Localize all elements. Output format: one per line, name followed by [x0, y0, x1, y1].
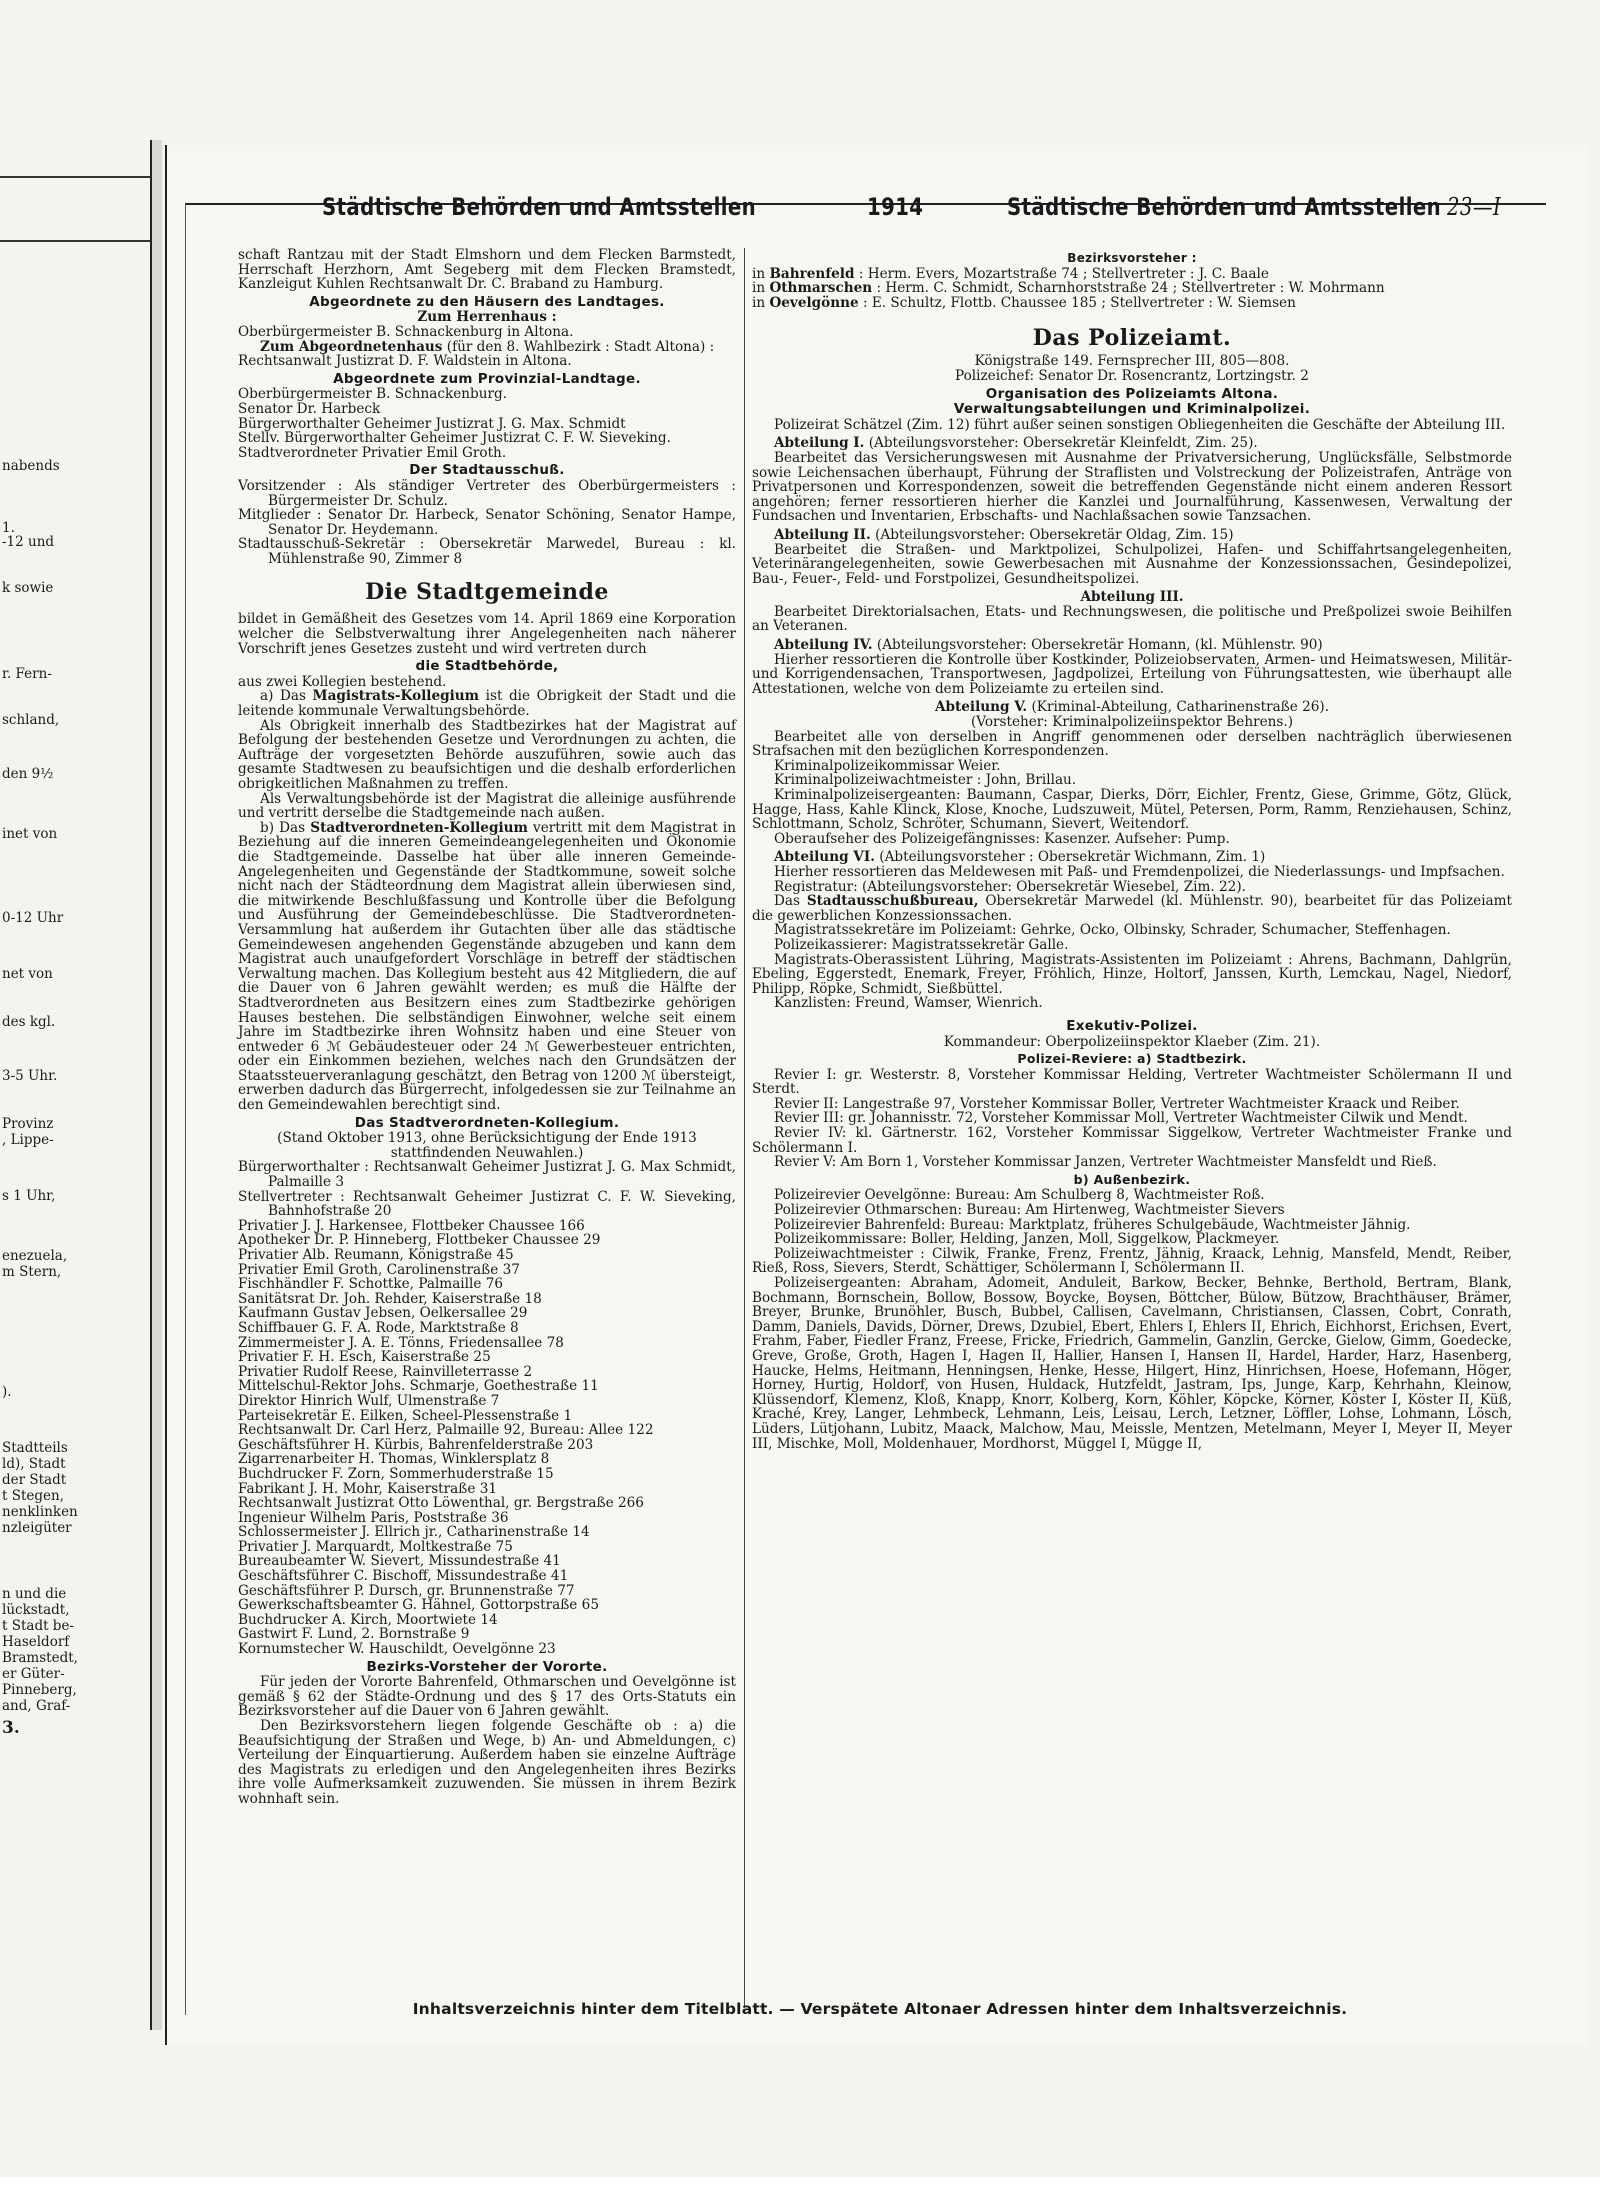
- list-item: Stellv. Bürgerworthalter Geheimer Justizrat C. F. W. Sieveking.: [238, 430, 671, 447]
- intro-text: schaft Rantzau mit der Stadt Elmshorn und dem Flecken Barmstedt, Herrschaft Herzhorn, Amt Segeberg mit dem Flecken Bramstedt, Kanzleigut Kuhlen Rechtsanwalt Dr. C. Braband zu Hamburg.: [238, 247, 736, 293]
- svk-officer: Bürgerworthalter : Rechtsanwalt Geheimer Justizrat J. G. Max Schmidt, Palmaille 3: [238, 1159, 736, 1191]
- list-item: Schiffbauer G. F. A. Rode, Marktstraße 8: [238, 1319, 519, 1336]
- provinzial-list: [238, 387, 736, 460]
- abgeordnetenhaus-member: Rechtsanwalt Justizrat D. F. Waldstein in Altona.: [238, 353, 572, 370]
- revier-entry: Revier I: gr. Westerstr. 8, Vorsteher Kommissar Helding, Vertreter Wachtmeister Schölermann II und Sterdt.: [752, 1066, 1512, 1098]
- abteilung-head: (Abteilungsvorsteher: Obersekretär Oldag, Zim. 15): [875, 526, 1234, 543]
- stadtgemeinde-heading: Die Stadtgemeinde: [365, 579, 609, 606]
- stadtausschussbureau: [752, 894, 1512, 923]
- abteilung-label: Abteilung V.: [934, 699, 1028, 716]
- revier-entry: Revier II: Langestraße 97, Vorsteher Kommissar Boller, Vertreter Wachtmeister Kraack und Reiber.: [774, 1095, 1460, 1112]
- aussen-entry: Polizeirevier Oevelgönne: Bureau: Am Schulberg 8, Wachtmeister Roß.: [774, 1187, 1265, 1204]
- prev-line: des kgl.: [2, 1014, 56, 1030]
- exekutiv-heading: Exekutiv-Polizei.: [1066, 1017, 1198, 1034]
- prev-line: , Lippe-: [2, 1132, 54, 1148]
- abteilung-6-head: [752, 850, 1512, 865]
- aussen-entry: Polizeisergeanten: Abraham, Adomeit, Anduleit, Barkow, Becker, Behnke, Berthold, Bertram, Blank, Bochmann, Bornschein, Bollow, Bossow, Boycke, Boysen, Böttcher, Bülow, Bützow, Brachthäuser, Brämer, Breyer, Brunke, Brunöhler, Busch, Bubbel, Callisen, Cavelmann, Christiansen, Classen, Cobrt, Conrath, Damm, Daniels, Davids, Dörner, Drews, Dzubiel, Ebert, Ehlers I, Ehlers II, Ehrich, Eichhorst, Erichsen, Evert, Frahm, Faber, Fiedler Franz, Freese, Fricke, Friedrich, Gammelin, Ganzlin, Gercke, Gielow, Gimm, Goedecke, Greve, Große, Groth, Hagen I, Hagen II, Hallier, Hansen I, Hansen II, Hardel, Harder, Harz, Hasenberg, Haucke, Helms, Heitmann, Henningsen, Henke, Hesse, Hilgert, Hinz, Hinrichsen, Hoese, Hofemann, Höger, Horney, Hurtig, Holdorf, von Husen, Huldack, Hutzfeldt, Jastram, Ips, Junge, Karp, Kehrhahn, Kleinow, Klüssendorf, Klemenz, Kloß, Knapp, Knorr, Kolberg, Korn, Köhler, Köpcke, Körner, Köster I, Köster II, Küß, Kraché, Krey, Langer, Lehmbeck, Lehmann, Leis, Leisau, Lerch, Letzner, Löffler, Lohse, Lohmann, Lösch, Lüders, Lütjohann, Lubitz, Maack, Malchow, Mau, Meissle, Mentzen, Metelmann, Meyer I, Meyer II, Meyer III, Mischke, Moll, Moldenhauer, Mordhorst, Müggel I, Mügge II,: [752, 1275, 1512, 1452]
- prev-line: Stadtteils: [2, 1440, 68, 1456]
- running-header: [187, 193, 1547, 233]
- prev-line: n und die: [2, 1586, 67, 1602]
- list-item: Sanitätsrat Dr. Joh. Rehder, Kaiserstraße 18: [238, 1290, 542, 1307]
- list-item: Oberaufseher des Polizeigefängnisses: Kasenzer. Aufseher: Pump.: [774, 830, 1230, 847]
- provinzial-heading: Abgeordnete zum Provinzial-Landtage.: [333, 370, 641, 387]
- prev-line: m Stern,: [2, 1264, 62, 1280]
- list-item: Geschäftsführer C. Bischoff, Missundestraße 41: [238, 1568, 569, 1585]
- abteilung-5-head: [752, 700, 1512, 715]
- abteilung-label: Abteilung VI.: [774, 849, 875, 866]
- bezirksvorsteher-list-heading: Bezirksvorsteher :: [1067, 251, 1197, 265]
- abteilung-5-text: Bearbeitet alle von derselben in Angriff genommenen oder derselben nachträglich überwiesenen Strafsachen mit den bezüglichen Korrespondenzen.: [752, 728, 1512, 760]
- sab-prefix: Das: [774, 893, 800, 910]
- list-item: Privatier Emil Groth, Carolinenstraße 37: [238, 1261, 520, 1278]
- bezirksvorsteher-paragraph-2: Den Bezirksvorstehern liegen folgende Geschäfte ob : a) die Beaufsichtigung der Straßen und Wege, b) An- und Abmeldungen, c) Verteilung der Einquartierung. Außerdem haben sie einzelne Aufträge des Magistrats zu erledigen und den Angelegenheiten ihres Bezirks ihre volle Aufmerksamkeit zuzuwenden. Sie müssen in ihrem Bezirk wohnhaft sein.: [238, 1718, 736, 1807]
- prev-line: schland,: [2, 712, 60, 728]
- list-item: Zimmermeister J. A. E. Tönns, Friedensallee 78: [238, 1334, 564, 1351]
- list-item: Vorsitzender : Als ständiger Vertreter des Oberbürgermeisters : Bürgermeister Dr. Schulz.: [238, 477, 736, 509]
- prev-line: Provinz: [2, 1116, 54, 1132]
- column-divider: [744, 248, 745, 2008]
- stadtgemeinde-text: bildet in Gemäßheit des Gesetzes vom 14. April 1869 eine Korporation welcher die Selbstverwaltung ihrer Angelegenheiten nach näherer Vorschrift jenes Gesetzes zusteht und wird vertreten durch: [238, 611, 736, 657]
- svk-officer: Stellvertreter : Rechtsanwalt Geheimer Justizrat C. F. W. Sieveking, Bahnhofstraße 20: [238, 1188, 736, 1220]
- herrenhaus-member: Oberbürgermeister B. Schnackenburg in Altona.: [238, 323, 574, 340]
- list-item: Mitglieder : Senator Dr. Harbeck, Senator Schöning, Senator Hampe, Senator Dr. Heydemann.: [238, 507, 736, 538]
- prev-line: 3-5 Uhr.: [2, 1068, 58, 1084]
- magistrat-paragraph: [238, 689, 736, 718]
- polizeiamt-heading: Das Polizeiamt.: [1032, 325, 1232, 352]
- header-year: 1914: [867, 193, 924, 221]
- stadtbehoerde-intro: aus zwei Kollegien bestehend.: [238, 673, 447, 690]
- list-item: Stadtverordneter Privatier Emil Groth.: [238, 444, 507, 461]
- abteilung-6-text: Hierher ressortieren das Meldewesen mit Paß- und Fremdenpolizei, die Niederlassungs- und Impfsachen.: [774, 863, 1505, 880]
- header-right-title: Städtische Behörden und Amtsstellen: [1007, 193, 1442, 221]
- left-column: [238, 248, 736, 1807]
- list-item: Magistratssekretäre im Polizeiamt: Gehrke, Ocko, Olbinsky, Schrader, Schumacher, Steffenhagen.: [774, 922, 1451, 939]
- list-item: Zigarrenarbeiter H. Thomas, Winklersplatz 8: [238, 1451, 550, 1468]
- place-name: Bahrenfeld: [769, 265, 855, 282]
- abteilung-head: (Abteilungsvorsteher: Obersekretär Homann, (kl. Mühlenstr. 90): [876, 637, 1323, 654]
- landtag-heading: Abgeordnete zu den Häusern des Landtages.: [309, 293, 665, 310]
- sv-text: vertritt mit dem Magistrat in Beziehung auf die inneren Gemeindeangelegenheiten und Ökonomie die Stadtgemeinde. Dasselbe hat über alle inneren Gemeinde-Angelegenheiten und Gegenstände der Stadtkommune, soweit solche nicht nach der Städteordnung dem Magistrat allein überwiesen sind, die mitwirkende Beschlußfassung und Kontrolle über die Befolgung und Ausführung der Gemeindebeschlüsse. Die Stadtverordneten-Versammlung hat außerdem ihr Gutachten über alle das städtische Gemeindewesen angehenden Gegenstände abzugeben und kann dem Magistrat auch unaufgefordert Vorschläge in betreff der städtischen Verwaltung machen. Das Kollegium besteht aus 42 Mitgliedern, die auf die Dauer von 6 Jahren gewählt werden; es muß die Hälfte der Stadtverordneten aus Besitzern eines zum Stadtbezirke gehörigen Hauses bestehen. Die selbständigen Einwohner, welche seit einem Jahre im Stadtbezirke ihren Wohnsitz haben und eine Steuer von entweder 6 ℳ Gebäudesteuer oder 24 ℳ Gewerbesteuer entrichten, oder ein Einkommen beziehen, welches nach den Grundsätzen der Staatssteuerveranlagung geschätzt, den Betrag von 1200 ℳ übersteigt, erwerben dadurch das Bürgerrecht, infolgedessen sie zur Teilnahme an den Gemeindewahlen berechtigt sind.: [238, 819, 737, 1114]
- reviere-heading: Polizei-Reviere: a) Stadtbezirk.: [1017, 1051, 1247, 1067]
- abteilung-2-text: Bearbeitet die Straßen- und Marktpolizei, Schulpolizei, Hafen- und Schiffahrtsangelegenheiten, Veterinärangelegenheiten, sowie Gewerbesachen mit Ausnahme der Konzessionssachen, Gesindepolizei, Bau-, Feuer-, Feld- und Forstpolizei, Gesundheitspolizei.: [752, 541, 1512, 587]
- organisation-heading: Organisation des Polizeiamts Altona.: [985, 385, 1279, 402]
- list-item: Mittelschul-Rektor Johs. Schmarje, Goethestraße 11: [238, 1378, 599, 1395]
- stadtausschuss-heading: Der Stadtausschuß.: [409, 462, 565, 479]
- prev-line: lückstadt,: [2, 1602, 70, 1618]
- abteilung-1-head: [752, 436, 1512, 451]
- polizeichef: Polizeichef: Senator Dr. Rosencrantz, Lortzingstr. 2: [955, 367, 1309, 384]
- bezirksvorsteher-entry: in Oevelgönne : E. Schultz, Flottb. Chaussee 185 ; Stellvertreter : W. Siemsen: [752, 294, 1296, 311]
- place-name: Oevelgönne: [769, 294, 859, 311]
- stadtbehoerde-heading: die Stadtbehörde,: [415, 658, 559, 675]
- list-item: Kriminalpolizeikommissar Weier.: [774, 757, 1001, 774]
- abteilung-2-head: [752, 528, 1512, 543]
- prev-line: s 1 Uhr,: [2, 1188, 56, 1204]
- abteilung-5-sub: (Vorsteher: Kriminalpolizeiinspektor Behrens.): [970, 714, 1294, 731]
- prev-line: er Güter-: [2, 1666, 65, 1682]
- prev-line: t Stegen,: [2, 1488, 64, 1504]
- stadtverordneten-paragraph: [238, 821, 736, 1113]
- abteilung-4-head: [752, 638, 1512, 653]
- sab-text: Obersekretär Marwedel (kl. Mühlenstr. 90), bearbeitet für das Polizeiamt die gewerblichen Konzessionssachen.: [752, 893, 1513, 924]
- aussen-entry: Polizeiwachtmeister : Cilwik, Franke, Frenz, Frentz, Jähnig, Kraack, Lehnig, Mansfeld, Mendt, Reiber, Rieß, Ross, Sievers, Sterdt, Schättiger, Schölermann I, Schölermann II.: [752, 1245, 1512, 1277]
- right-column: [752, 248, 1512, 1451]
- bezirksvorsteher-text: : Herm. Evers, Mozartstraße 74 ; Stellvertreter : J. C. Baale: [858, 265, 1269, 282]
- prev-line: 3.: [2, 1718, 20, 1738]
- previous-page-rule: [0, 176, 150, 178]
- prev-line: r. Fern-: [2, 666, 52, 682]
- magistrat-paragraph-3: Als Verwaltungsbehörde ist der Magistrat die alleinige ausführende und vertritt derselbe die Stadtgemeinde nach außen.: [238, 790, 736, 822]
- list-item: Stadtausschuß-Sekretär : Obersekretär Marwedel, Bureau : kl. Mühlenstraße 90, Zimmer 8: [238, 536, 736, 567]
- magistrat-term: Magistrats-Kollegium: [312, 688, 480, 705]
- bezirksvorsteher-entry: in Bahrenfeld : Herm. Evers, Mozartstraße 74 ; Stellvertreter : J. C. Baale: [752, 265, 1269, 282]
- list-item: Direktor Hinrich Wulf, Ulmenstraße 7: [238, 1392, 500, 1409]
- prev-line: Bramstedt,: [2, 1650, 78, 1666]
- exekutiv-kommandeur: Kommandeur: Oberpolizeiinspektor Klaeber (Zim. 21).: [943, 1033, 1321, 1050]
- list-item: Kriminalpolizeisergeanten: Baumann, Caspar, Dierks, Dörr, Eichler, Frentz, Giese, Grimme, Götz, Glück, Hagge, Hass, Kahle Klinck, Klose, Knoche, Ludszuweit, Mütel, Petersen, Porm, Ramm, Renziehausen, Schinz, Schlottmann, Scholz, Schröter, Schumann, Sievert, Weitendorf.: [752, 787, 1512, 833]
- aussen-entry: Polizeirevier Bahrenfeld: Bureau: Marktplatz, früheres Schulgebäude, Wachtmeister Jähnig.: [774, 1216, 1411, 1233]
- sv-prefix: b) Das: [260, 819, 306, 836]
- prev-line: 0-12 Uhr: [2, 910, 64, 926]
- header-left-title: Städtische Behörden und Amtsstellen: [322, 193, 757, 221]
- prev-line: k sowie: [2, 580, 54, 596]
- svk-stand: (Stand Oktober 1913, ohne Berücksichtigung der Ende 1913 stattfindenden Neuwahlen.): [277, 1130, 697, 1161]
- abteilung-1-text: Bearbeitet das Versicherungswesen mit Ausnahme der Privatversicherung, Unglücksfälle, Selbstmorde sowie Leichensachen überhaupt, Führung der Straflisten und Volstreckung der Polizeistrafen, Anträge von Privatpersonen und Korrespondenzen, soweit die betreffenden Gegenstände nicht einem anderen Ressort angehören; ferner ressortieren hierher die Kanzlei und Journalführung, Kassenwesen, Verwaltung der Fundsachen und Inventarien, Erbschafts- und Nachlaßsachen sowie Tanzsachen.: [752, 449, 1512, 525]
- prev-line: enezuela,: [2, 1248, 68, 1264]
- abgeordnetenhaus-line: [238, 340, 736, 355]
- bezirksvorsteher-paragraph-1: Für jeden der Vororte Bahrenfeld, Othmarschen und Oevelgönne ist gemäß § 62 der Städte-Ordnung und des § 17 des Orts-Statuts ein Bezirksvorsteher auf die Dauer von 6 Jahren gewählt.: [238, 1674, 736, 1720]
- magistrat-paragraph-2: Als Obrigkeit innerhalb des Stadtbezirkes hat der Magistrat auf Befolgung der bestehenden Gesetze und Verordnungen zu achten, die Aufträge der vorgesetzten Behörde auszuführen, sowie auch das gesamte Stadtwesen zu beaufsichtigen und die deshalb erforderlichen obrigkeitlichen Maßnahmen zu treffen.: [238, 717, 736, 792]
- prev-line: nenklinken: [2, 1504, 78, 1520]
- list-item: Kornumstecher W. Hauschildt, Oevelgönne 23: [238, 1641, 556, 1658]
- footer-notice: Inhaltsverzeichnis hinter dem Titelblatt. — Verspätete Altonaer Adressen hinter dem Inhaltsverzeichnis.: [412, 2000, 1348, 2018]
- place-name: Othmarschen: [769, 280, 873, 297]
- herrenhaus-label: Zum Herrenhaus :: [417, 309, 557, 326]
- list-item: Privatier J. J. Harkensee, Flottbeker Chaussee 166: [238, 1217, 585, 1234]
- book-binding: [152, 140, 162, 2030]
- aussenbezirk-heading: b) Außenbezirk.: [1073, 1171, 1191, 1187]
- abteilung-head: (Kriminal-Abteilung, Catharinenstraße 26).: [1031, 699, 1330, 716]
- list-item: Polizeikassierer: Magistratssekretär Galle.: [774, 936, 1069, 953]
- list-item: Parteisekretär E. Eilken, Scheel-Plessenstraße 1: [238, 1407, 573, 1424]
- abteilung-head: (Abteilungsvorsteher : Obersekretär Wichmann, Zim. 1): [879, 849, 1266, 866]
- prev-line: 1.: [2, 520, 15, 536]
- revier-entry: Revier III: gr. Johannisstr. 72, Vorsteher Kommissar Moll, Vertreter Wachtmeister Cilwik und Mendt.: [774, 1110, 1468, 1127]
- prev-line: -12 und: [2, 534, 55, 550]
- prev-line: nzleigüter: [2, 1520, 72, 1536]
- list-item: Senator Dr. Harbeck: [238, 400, 381, 417]
- previous-page-rule: [0, 240, 150, 242]
- bezirksvorsteher-heading: Bezirks-Vorsteher der Vororte.: [366, 1658, 608, 1675]
- list-item: Rechtsanwalt Dr. Carl Herz, Palmaille 92, Bureau: Allee 122: [238, 1422, 654, 1439]
- svk-heading: Das Stadtverordneten-Kollegium.: [354, 1114, 620, 1131]
- list-item: Schlossermeister J. Ellrich jr., Catharinenstraße 14: [238, 1524, 590, 1541]
- polizeiamt-address: Königstraße 149. Fernsprecher III, 805—808.: [974, 353, 1290, 370]
- abteilung-label: Abteilung II.: [774, 526, 871, 543]
- prev-line: t Stadt be-: [2, 1618, 74, 1634]
- prev-line: inet von: [2, 826, 58, 842]
- abteilung-label: Abteilung IV.: [774, 637, 873, 654]
- bezirksvorsteher-text: : E. Schultz, Flottb. Chaussee 185 ; Stellvertreter : W. Siemsen: [862, 294, 1296, 311]
- prev-line: ).: [2, 1384, 12, 1400]
- prev-line: Haseldorf: [2, 1634, 70, 1650]
- abgeordnetenhaus-text: (für den 8. Wahlbezirk : Stadt Altona) :: [446, 338, 715, 355]
- list-item: Kanzlisten: Freund, Wamser, Wienrich.: [774, 995, 1043, 1012]
- magistrat-text: ist die Obrigkeit der Stadt und die leitende kommunale Verwaltungsbehörde.: [238, 688, 737, 720]
- prev-line: net von: [2, 966, 53, 982]
- list-item: Magistrats-Oberassistent Lühring, Magistrats-Assistenten im Polizeiamt : Ahrens, Bachmann, Dahlgrün, Ebeling, Eggerstedt, Enemark, Freyer, Fröhlich, Hinze, Holtorf, Janssen, Kurth, Lemckau, Nagel, Niedorf, Philipp, Röpke, Schmidt, Sießbüttel.: [752, 951, 1512, 997]
- list-item: Privatier F. H. Esch, Kaiserstraße 25: [238, 1349, 491, 1366]
- list-item: Ingenieur Wilhelm Paris, Poststraße 36: [238, 1509, 509, 1526]
- header-page-number: 23—I: [1447, 193, 1502, 221]
- prev-line: der Stadt: [2, 1472, 67, 1488]
- list-item: Kaufmann Gustav Jebsen, Oelkersallee 29: [238, 1305, 528, 1322]
- list-item: Bürgerworthalter Geheimer Justizrat J. G. Max. Schmidt: [238, 415, 626, 432]
- bezirksvorsteher-entry: in Othmarschen : Herm. C. Schmidt, Scharnhorststraße 24 ; Stellvertreter : W. Mohrmann: [752, 280, 1385, 297]
- bezirksvorsteher-text: : Herm. C. Schmidt, Scharnhorststraße 24 ; Stellvertreter : W. Mohrmann: [876, 280, 1385, 297]
- abteilung-label: Abteilung I.: [774, 435, 865, 452]
- list-item: Privatier Alb. Reumann, Königstraße 45: [238, 1247, 514, 1263]
- registratur: Registratur: (Abteilungsvorsteher: Obersekretär Wiesebel, Zim. 22).: [774, 878, 1246, 895]
- sab-term: Stadtausschußbureau,: [806, 893, 979, 910]
- abteilung-3-text: Bearbeitet Direktorialsachen, Etats- und Rechnungswesen, die politische und Preßpolizei swoie Beihilfen an Veteranen.: [752, 603, 1512, 635]
- list-item: Apotheker Dr. P. Hinneberg, Flottbeker Chaussee 29: [238, 1232, 601, 1249]
- previous-page-fragment: [0, 140, 152, 2030]
- list-item: Geschäftsführer H. Kürbis, Bahrenfelderstraße 203: [238, 1436, 594, 1453]
- list-item: Bureaubeamter W. Sievert, Missundestraße 41: [238, 1553, 561, 1570]
- list-item: Buchdrucker A. Kirch, Moortwiete 14: [238, 1611, 498, 1628]
- prev-line: den 9½: [2, 766, 54, 782]
- abteilung-head: (Abteilungsvorsteher: Obersekretär Kleinfeldt, Zim. 25).: [868, 435, 1258, 452]
- list-item: Gewerkschaftsbeamter G. Hähnel, Gottorpstraße 65: [238, 1597, 599, 1614]
- organisation-text: Polizeirat Schätzel (Zim. 12) führt außer seinen sonstigen Obliegenheiten die Geschäfte der Abteilung III.: [774, 416, 1506, 433]
- revier-entry: Revier V: Am Born 1, Vorsteher Kommissar Janzen, Vertreter Wachtmeister Mansfeldt und Rieß.: [774, 1154, 1437, 1171]
- prev-line: nabends: [2, 458, 60, 474]
- list-item: Oberbürgermeister B. Schnackenburg.: [238, 386, 507, 403]
- list-item: Kriminalpolizeiwachtmeister : John, Brillau.: [774, 772, 1077, 789]
- list-item: Rechtsanwalt Justizrat Otto Löwenthal, gr. Bergstraße 266: [238, 1495, 644, 1512]
- magistrat-prefix: a) Das: [260, 688, 306, 705]
- abteilung-4-text: Hierher ressortieren die Kontrolle über Kostkinder, Polizeiobservaten, Armen- und Heimatswesen, Militär- und Korrigendensachen, Transportwesen, Jagdpolizei, Erteilung von Führungsattesten, wie überhaupt alle Attestationen, welche von dem Polizeiamte zu erteilen sind.: [752, 651, 1512, 697]
- list-item: Fischhändler F. Schottke, Palmaille 76: [238, 1276, 504, 1293]
- aussen-entry: Polizeirevier Othmarschen: Bureau: Am Hirtenweg, Wachtmeister Sievers: [774, 1202, 1285, 1219]
- revier-entry: Revier IV: kl. Gärtnerstr. 162, Vorsteher Kommissar Siggelkow, Vertreter Wachtmeister Franke und Schölermann I.: [752, 1125, 1512, 1156]
- prev-line: ld), Stadt: [2, 1456, 66, 1472]
- list-item: Gastwirt F. Lund, 2. Bornstraße 9: [238, 1626, 470, 1643]
- abteilung-3-label: Abteilung III.: [1080, 589, 1184, 606]
- prev-line: Pinneberg,: [2, 1682, 77, 1698]
- list-item: Fabrikant J. H. Mohr, Kaiserstraße 31: [238, 1480, 497, 1497]
- prev-line: and, Graf-: [2, 1698, 71, 1714]
- verwaltung-heading: Verwaltungsabteilungen und Kriminalpolizei.: [953, 401, 1311, 418]
- list-item: Privatier J. Marquardt, Moltkestraße 75: [238, 1538, 513, 1555]
- list-item: Privatier Rudolf Reese, Rainvilleterrasse 2: [238, 1363, 533, 1380]
- aussen-entry: Polizeikommissare: Boller, Helding, Janzen, Moll, Siggelkow, Plackmeyer.: [774, 1231, 1280, 1248]
- abgeordnetenhaus-label: Zum Abgeordnetenhaus: [260, 338, 443, 355]
- sv-term: Stadtverordneten-Kollegium: [310, 819, 528, 836]
- list-item: Geschäftsführer P. Dursch, gr. Brunnenstraße 77: [238, 1582, 575, 1599]
- list-item: Buchdrucker F. Zorn, Sommerhuderstraße 15: [238, 1465, 554, 1482]
- svk-member-list: [238, 1219, 736, 1657]
